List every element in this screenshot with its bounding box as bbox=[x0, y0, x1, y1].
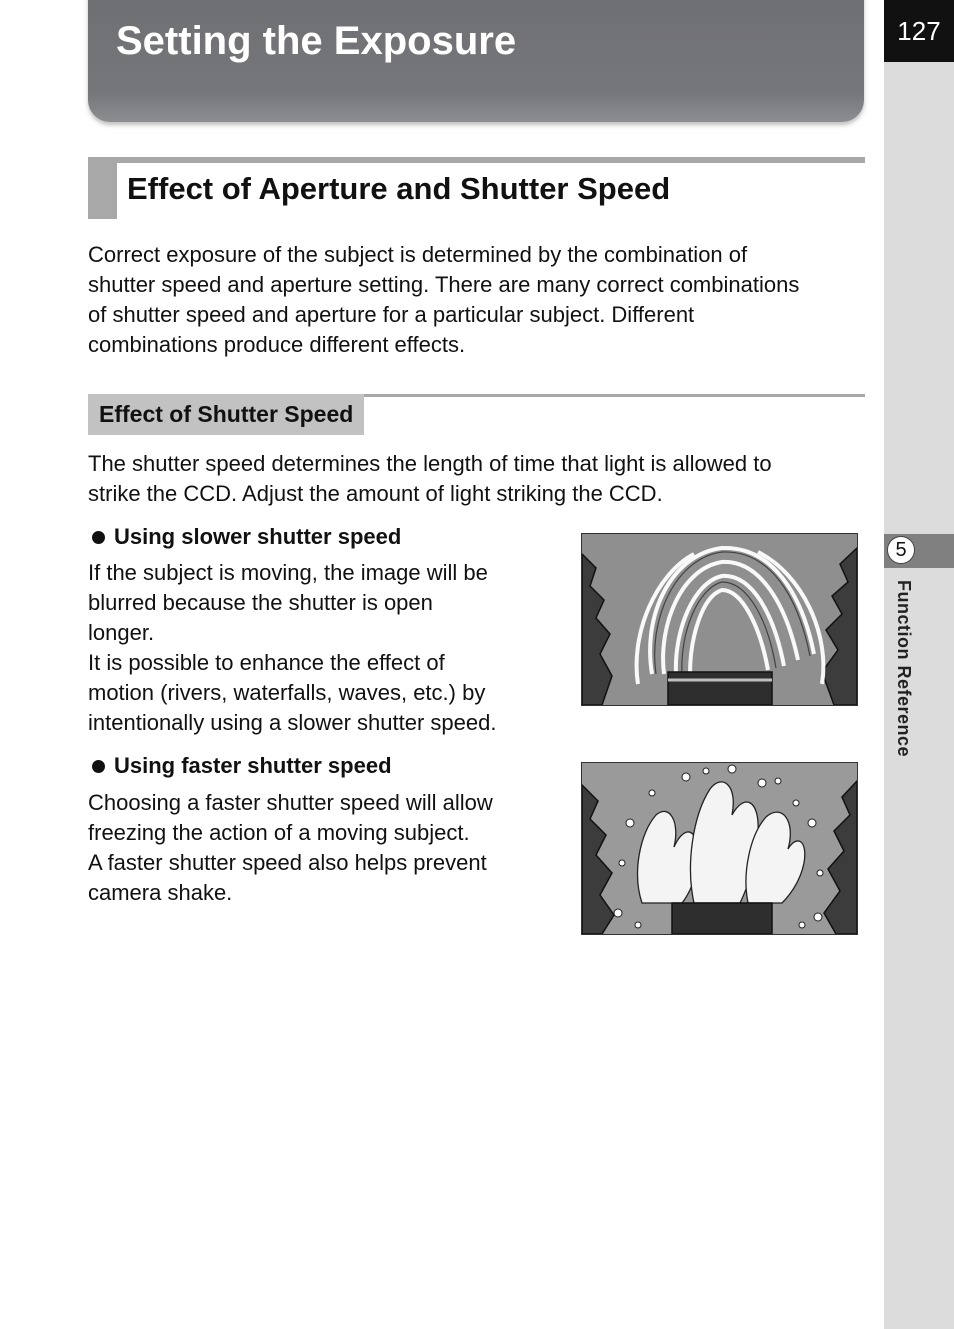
page-title: Setting the Exposure bbox=[116, 19, 517, 63]
text-line: It is possible to enhance the effect of bbox=[88, 650, 445, 675]
text-line: blurred because the shutter is open bbox=[88, 590, 433, 615]
text-line: Choosing a faster shutter speed will allow bbox=[88, 790, 493, 815]
chapter-number: 5 bbox=[887, 536, 915, 564]
subsection-heading bbox=[88, 394, 364, 435]
section-marker bbox=[88, 157, 117, 219]
faster-heading bbox=[92, 753, 392, 779]
bullet-icon bbox=[92, 760, 105, 773]
section-title: Effect of Aperture and Shutter Speed bbox=[127, 171, 671, 206]
faster-heading-text: Using faster shutter speed bbox=[114, 753, 392, 778]
text-line: shutter speed and aperture setting. There are many correct combinations bbox=[88, 272, 800, 297]
text-line: freezing the action of a moving subject. bbox=[88, 820, 470, 845]
subsection-title: Effect of Shutter Speed bbox=[99, 401, 354, 427]
text-line: A faster shutter speed also helps prevent bbox=[88, 850, 487, 875]
text-line: Correct exposure of the subject is determined by the combination of bbox=[88, 242, 748, 267]
text-line: If the subject is moving, the image will be bbox=[88, 560, 488, 585]
slower-heading bbox=[92, 524, 401, 550]
section-rule bbox=[88, 157, 865, 163]
text-line: of shutter speed and aperture for a particular subject. Different bbox=[88, 302, 695, 327]
text-line: The shutter speed determines the length of time that light is allowed to bbox=[88, 451, 772, 476]
chapter-label: Function Reference bbox=[894, 580, 914, 758]
text-line: longer. bbox=[88, 620, 155, 645]
text-line: motion (rivers, waterfalls, waves, etc.) by bbox=[88, 680, 486, 705]
subsection-intro bbox=[88, 449, 772, 509]
text-line: combinations produce different effects. bbox=[88, 332, 466, 357]
slow-shutter-fountain-illustration bbox=[581, 533, 858, 706]
fast-shutter-fountain-illustration bbox=[581, 762, 858, 935]
slower-heading-text: Using slower shutter speed bbox=[114, 524, 402, 549]
bullet-icon bbox=[92, 531, 105, 544]
faster-text bbox=[88, 788, 493, 908]
section-intro bbox=[88, 240, 799, 360]
slower-text bbox=[88, 558, 496, 738]
text-line: strike the CCD. Adjust the amount of light striking the CCD. bbox=[88, 481, 663, 506]
text-line: camera shake. bbox=[88, 880, 233, 905]
page-number: 127 bbox=[884, 0, 954, 62]
text-line: intentionally using a slower shutter speed. bbox=[88, 710, 497, 735]
